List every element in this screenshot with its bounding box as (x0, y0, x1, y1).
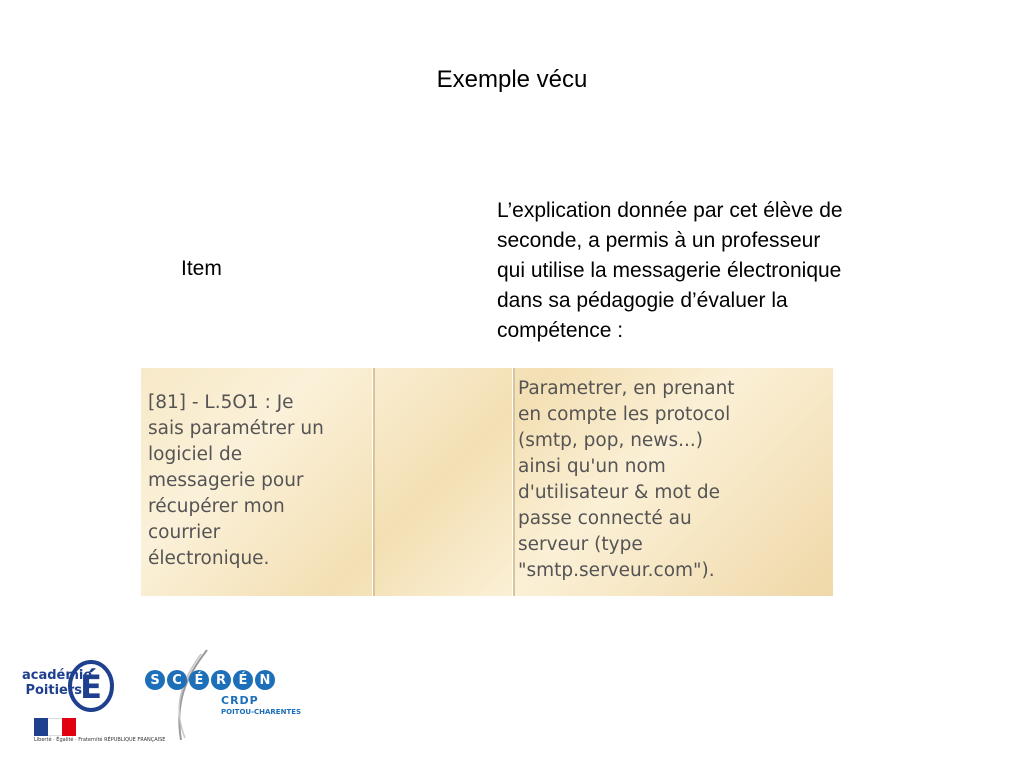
item-line: sais paramétrer un (148, 418, 324, 439)
republique-caption: Liberté · Égalité · Fraternité RÉPUBLIQUE FRANÇAISE (34, 737, 166, 743)
answer-line: (smtp, pop, news...) (518, 430, 703, 451)
sceren-letter: C (167, 670, 187, 690)
sceren-letter: É (189, 670, 209, 690)
sceren-letters (145, 670, 275, 690)
sceren-letter: S (145, 670, 165, 690)
answer-line: serveur (type (518, 534, 643, 555)
student-answer (518, 376, 828, 596)
sceren-letter: N (255, 670, 275, 690)
item-description (148, 390, 373, 596)
item-line: courrier (148, 522, 221, 543)
explanation-line: qui utilise la messagerie électronique (497, 259, 842, 282)
item-line: messagerie pour (148, 470, 304, 491)
answer-line: Parametrer, en prenant (518, 378, 735, 399)
answer-line: "smtp.serveur.com"). (518, 560, 715, 581)
swoosh-icon (145, 648, 225, 743)
flag-red-stripe (62, 718, 76, 736)
answer-line: ainsi qu'un nom (518, 456, 666, 477)
answer-line: en compte les protocol (518, 404, 731, 425)
region-label: POITOU-CHARENTES (221, 708, 302, 716)
flag-white-stripe (48, 718, 62, 736)
explanation-text (497, 196, 937, 346)
explanation-line: compétence : (497, 319, 624, 342)
item-line: [81] - L.5O1 : Je (148, 392, 294, 413)
svg-text:É: É (80, 668, 102, 706)
french-flag-icon (34, 718, 76, 736)
academie-wordmark: académie Poitiers (22, 668, 93, 698)
column-divider (512, 368, 515, 596)
crdp-label: CRDP (221, 694, 259, 707)
item-line: récupérer mon (148, 496, 285, 517)
item-line: logiciel de (148, 444, 243, 465)
academie-e-emblem-icon (66, 650, 116, 714)
explanation-line: L’explication donnée par cet élève de (497, 199, 843, 222)
slide-title: Exemple vécu (436, 66, 588, 93)
screenshot-excerpt (141, 368, 833, 596)
answer-line: d'utilisateur & mot de (518, 482, 720, 503)
flag-blue-stripe (34, 718, 48, 736)
explanation-line: seconde, a permis à un professeur (497, 229, 821, 252)
sceren-letter: É (233, 670, 253, 690)
academie-poitiers-logo (22, 646, 166, 746)
item-label: Item (181, 257, 222, 280)
sceren-crdp-logo (145, 648, 315, 743)
explanation-line: dans sa pédagogie d’évaluer la (497, 289, 788, 312)
sceren-letter: R (211, 670, 231, 690)
answer-line: passe connecté au (518, 508, 692, 529)
item-line: électronique. (148, 548, 270, 569)
